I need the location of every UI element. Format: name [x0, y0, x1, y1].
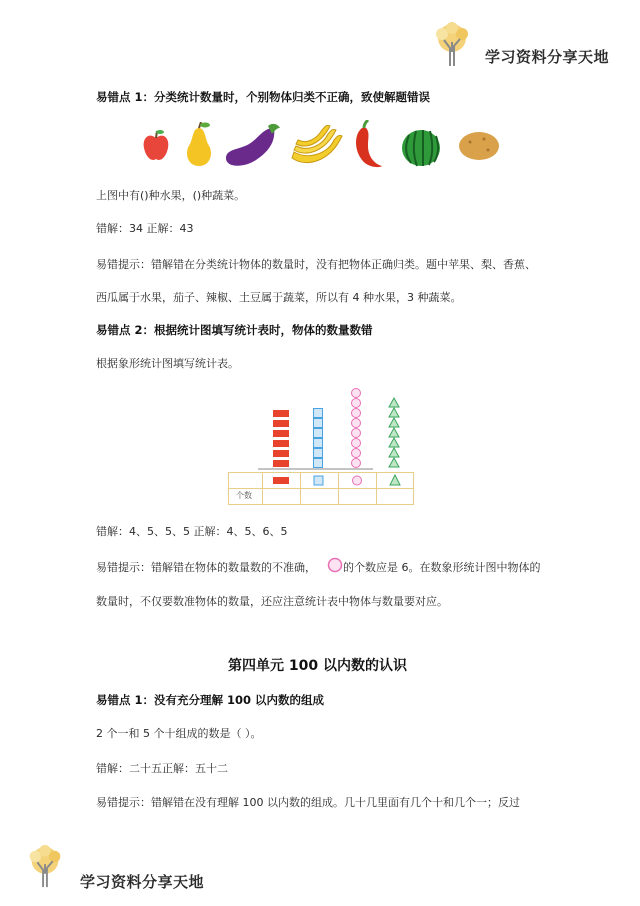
section2-answer: 错解：4、5、5、5 正解：4、5、6、5 [96, 525, 288, 538]
unit4-question: 2 个一和 5 个十组成的数是（ ）。 [96, 727, 262, 740]
brand-name-top: 学习资料分享天地 [485, 48, 610, 66]
pictograph-triangle [389, 438, 399, 447]
pictograph-rectangle [273, 430, 289, 437]
section1-heading: 易错点 1：分类统计数量时，个别物体归类不正确，致使解题错误 [96, 90, 431, 104]
pear-icon [181, 122, 217, 168]
pictograph-chart [228, 382, 414, 506]
pictograph-rectangle [273, 450, 289, 457]
pictograph-square [314, 429, 323, 438]
pictograph-square [314, 419, 323, 428]
circle-icon [353, 476, 362, 485]
watermelon-icon [401, 127, 441, 167]
chili-icon [348, 120, 384, 170]
tree-logo-icon [428, 22, 476, 70]
pictograph-triangle [389, 428, 399, 437]
tree-logo-footer-icon [22, 845, 68, 891]
section2-tip-part1: 易错提示：错解错在物体的数量数的不准确， [96, 561, 316, 574]
unit4-tip: 易错提示：错解错在没有理解 100 以内数的组成。几十几里面有几个十和几个一；反过 [96, 796, 520, 809]
pictograph-triangle [389, 448, 399, 457]
section1-tip-line2: 西瓜属于水果，茄子、辣椒、土豆属于蔬菜，所以有 4 种水果，3 种蔬菜。 [96, 291, 462, 304]
pictograph-triangle [389, 458, 399, 467]
triangle-icon [390, 475, 400, 485]
pictograph-triangle [389, 398, 399, 407]
section2-prompt: 根据象形统计图填写统计表。 [96, 357, 239, 370]
table-row-counts [228, 488, 414, 505]
pictograph-rectangle [273, 460, 289, 467]
pictograph-circle [352, 439, 361, 448]
pictograph-circle [352, 419, 361, 428]
table-header-icons [228, 472, 414, 489]
pictograph-square [314, 459, 323, 468]
pictograph-square [314, 449, 323, 458]
square-icon [314, 476, 323, 485]
pictograph-circle [352, 399, 361, 408]
pictograph-circle [352, 409, 361, 418]
brand-name-footer: 学习资料分享天地 [80, 873, 205, 891]
pictograph-rectangle [273, 410, 289, 417]
section2-tip-line2: 数量时，不仅要数准物体的数量，还应注意统计表中物体与数量要对应。 [96, 595, 448, 608]
unit4-heading: 易错点 1：没有充分理解 100 以内数的组成 [96, 693, 325, 707]
pictograph-circle [352, 459, 361, 468]
unit4-title: 第四单元 100 以内数的认识 [228, 658, 407, 674]
eggplant-icon [222, 122, 282, 170]
section2-tip-part2: 的个数应是 6。在数象形统计图中物体的 [343, 561, 541, 574]
rectangle-icon [273, 477, 289, 484]
pictograph-svg [228, 382, 414, 472]
pictograph-circle [352, 449, 361, 458]
section1-question: 上图中有()种水果，()种蔬菜。 [96, 189, 246, 202]
table-count-label: 个数 [236, 491, 252, 500]
section1-tip-line1: 易错提示：错解错在分类统计物体的数量时，没有把物体正确归类。题中苹果、梨、香蕉、 [96, 258, 536, 271]
pictograph-circle [352, 429, 361, 438]
pictograph-triangle [389, 408, 399, 417]
pictograph-triangle [389, 418, 399, 427]
pictograph-rectangle [273, 440, 289, 447]
pictograph-square [314, 409, 323, 418]
potato-icon [458, 130, 500, 162]
circle-shape-icon [327, 557, 343, 573]
apple-icon [141, 128, 171, 164]
banana-icon [288, 122, 346, 170]
section2-heading: 易错点 2：根据统计图填写统计表时，物体的数量数错 [96, 323, 373, 337]
unit4-answer: 错解：二十五正解：五十二 [96, 762, 228, 775]
pictograph-circle [352, 389, 361, 398]
pictograph-square [314, 439, 323, 448]
section1-answer: 错解：34 正解：43 [96, 222, 194, 235]
pictograph-rectangle [273, 420, 289, 427]
